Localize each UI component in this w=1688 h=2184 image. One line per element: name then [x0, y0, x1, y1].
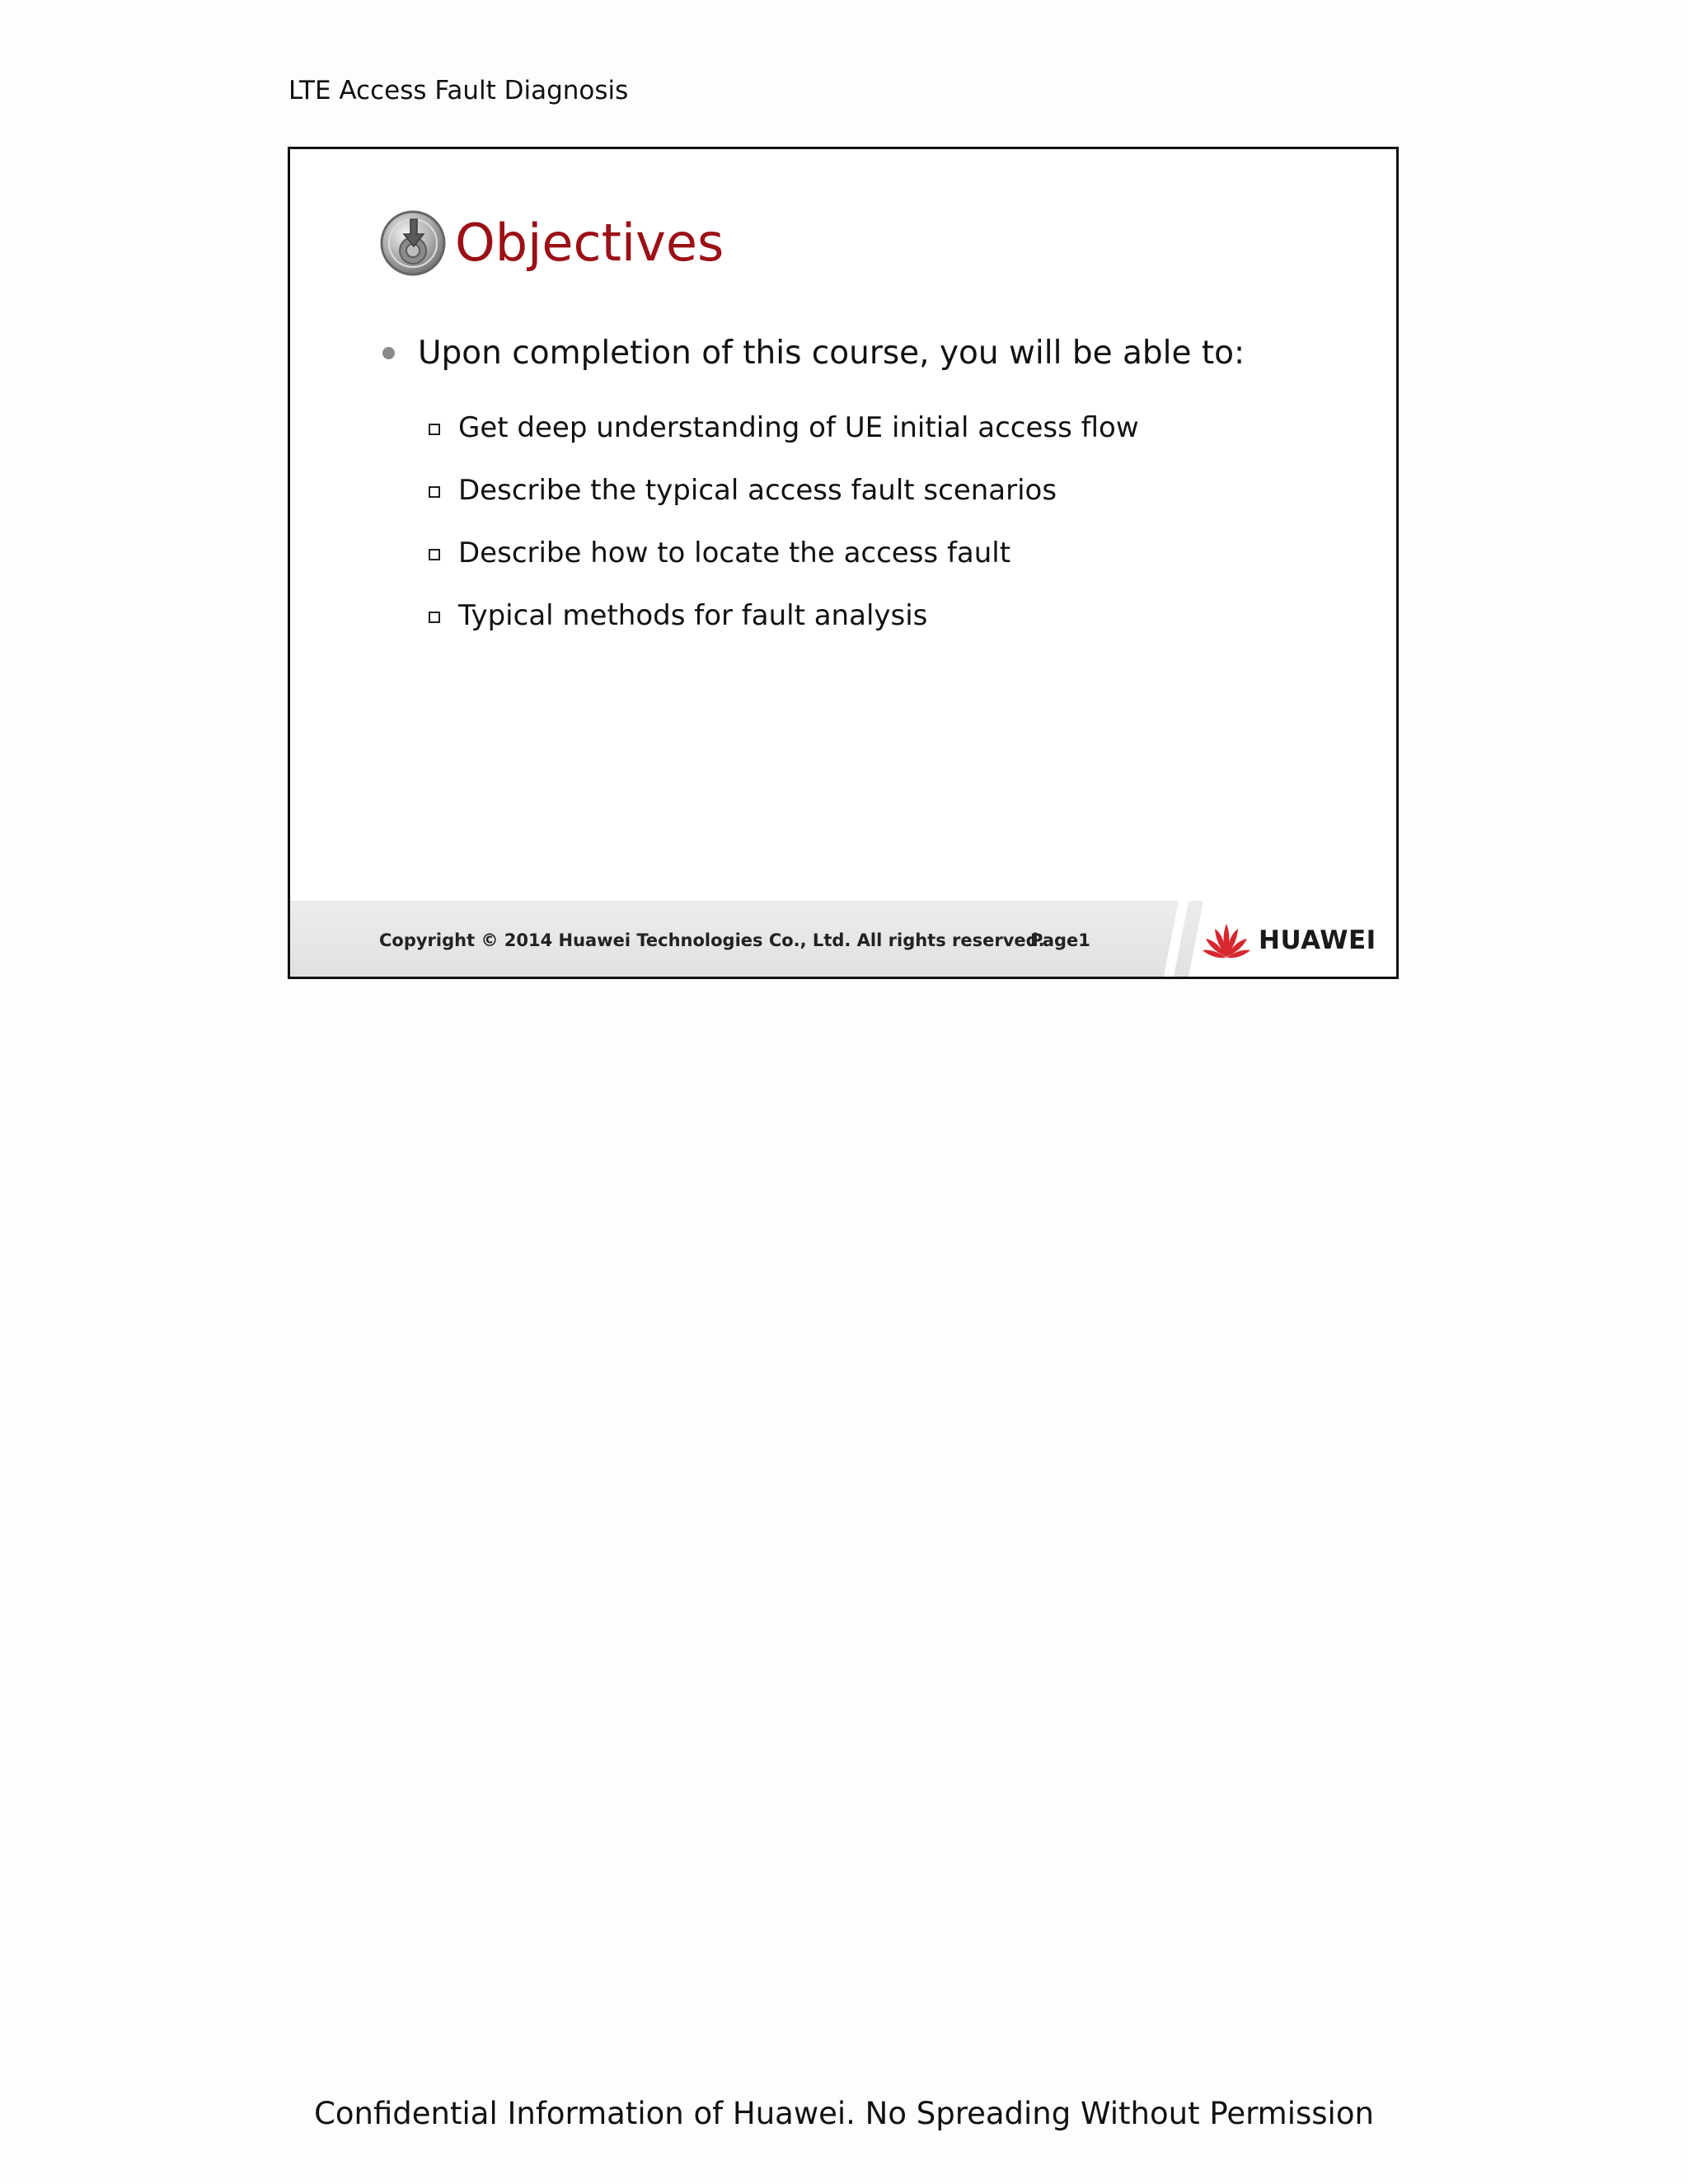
copyright-text: Copyright © 2014 Huawei Technologies Co., Ltd. All rights reserved. — [379, 930, 1045, 950]
confidential-notice: Confidential Information of Huawei. No Spreading Without Permission — [314, 2096, 1374, 2131]
huawei-logo-text: HUAWEI — [1259, 926, 1376, 955]
objective-text: Typical methods for fault analysis — [458, 599, 928, 632]
square-bullet-icon — [429, 424, 440, 435]
list-item — [429, 522, 1139, 584]
objective-text: Get deep understanding of UE initial access flow — [458, 411, 1139, 444]
objectives-target-icon — [379, 209, 447, 277]
main-bullet — [379, 330, 1245, 375]
page-header: LTE Access Fault Diagnosis — [288, 76, 629, 105]
objective-text: Describe the typical access fault scenarios — [458, 474, 1057, 507]
list-item — [429, 584, 1139, 647]
list-item — [429, 396, 1139, 459]
huawei-flower-logo-icon — [1201, 921, 1252, 960]
slide-footer — [290, 901, 1396, 977]
objectives-list — [429, 396, 1139, 647]
slide-title-row — [379, 209, 724, 278]
list-item — [429, 459, 1139, 522]
square-bullet-icon — [429, 549, 440, 560]
bullet-dot-icon — [382, 347, 395, 359]
slide-title: Objectives — [455, 213, 724, 273]
square-bullet-icon — [429, 612, 440, 623]
objective-text: Describe how to locate the access fault — [458, 537, 1011, 569]
page-number: Page1 — [1030, 930, 1090, 950]
slide — [288, 147, 1399, 979]
huawei-logo — [1201, 921, 1376, 960]
square-bullet-icon — [429, 486, 440, 498]
main-bullet-text: Upon completion of this course, you will be able to: — [418, 334, 1245, 372]
